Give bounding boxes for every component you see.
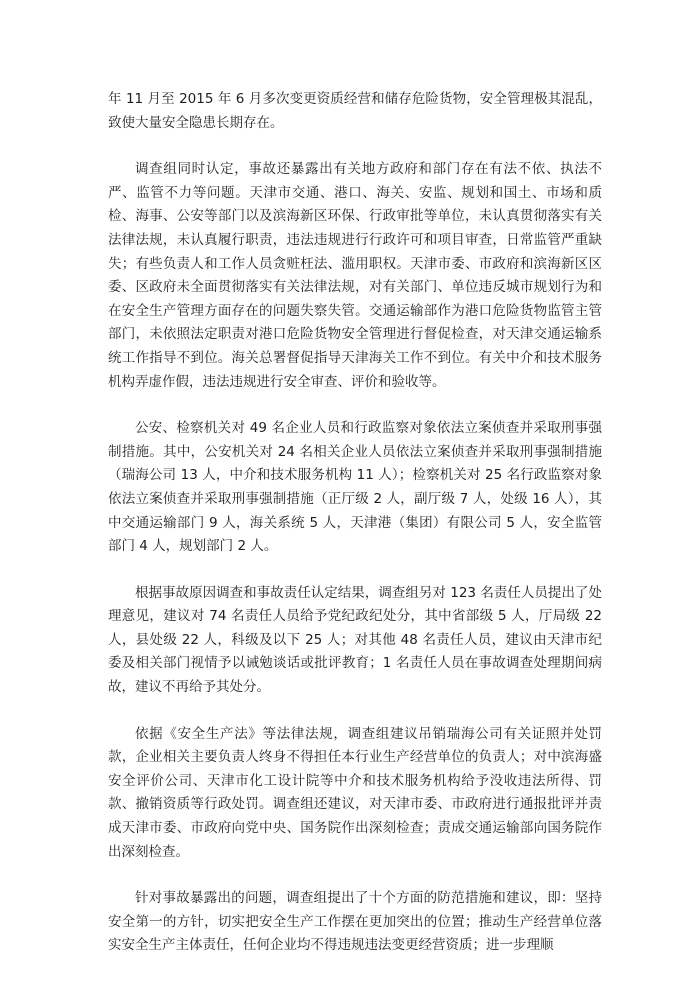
paragraph-2: 调查组同时认定，事故还暴露出有关地方政府和部门存在有法不依、执法不严、监管不力等问题。天津市交通、港口、海关、安监、规划和国土、市场和质检、海事、公安等部门以及滨海新区环保、行政审批等单位，未认真贯彻落实有关法律法规，未认真履行职责，违法违规进行行政许可和项目审查，日常监管严重缺失；有些负责人和工作人员贪赃枉法、滥用职权。天津市委、市政府和滨海新区区委、区政府未全面贯彻落实有关法律法规，对有关部门、单位违反城市规划行为和在安全生产管理方面存在的问题失察失管。交通运输部作为港口危险货物监管主管部门，未依照法定职责对港口危险货物安全管理进行督促检查，对天津交通运输系统工作指导不到位。海关总署督促指导天津海关工作不到位。有关中介和技术服务机构弄虚作假，违法违规进行安全审查、评价和验收等。	[108, 161, 602, 390]
paragraph-3: 公安、检察机关对 49 名企业人员和行政监察对象依法立案侦查并采取刑事强制措施。其中，公安机关对 24 名相关企业人员依法立案侦查并采取刑事强制措施（瑞海公司 13 人，中介和技术服务机构 11 人）；检察机关对 25 名行政监察对象依法立案侦查并采取刑事强制措施（正厅级 2 人，副厅级 7 人，处级 16 人），其中交通运输部门 9 人，海关系统 5 人，天津港（集团）有限公司 5 人，安全监管部门 4 人，规划部门 2 人。	[108, 420, 602, 555]
paragraph-4: 根据事故原因调查和事故责任认定结果，调查组另对 123 名责任人员提出了处理意见，建议对 74 名责任人员给予党纪政纪处分，其中省部级 5 人，厅局级 22 人，县处级 22 人，科级及以下 25 人；对其他 48 名责任人员，建议由天津市纪委及相关部门视情予以诫勉谈话或批评教育；1 名责任人员在事故调查处理期间病故，建议不再给予其处分。	[108, 584, 602, 696]
paragraph-5: 依据《安全生产法》等法律法规，调查组建议吊销瑞海公司有关证照并处罚款，企业相关主要负责人终身不得担任本行业生产经营单位的负责人；对中滨海盛安全评价公司、天津市化工设计院等中介和技术服务机构给予没收违法所得、罚款、撤销资质等行政处罚。调查组还建议，对天津市委、市政府进行通报批评并责成天津市委、市政府向党中央、国务院作出深刻检查；责成交通运输部向国务院作出深刻检查。	[108, 725, 602, 860]
paragraph-6: 针对事故暴露出的问题，调查组提出了十个方面的防范措施和建议，即：坚持安全第一的方针，切实把安全生产工作摆在更加突出的位置；推动生产经营单位落实安全生产主体责任，任何企业均不得违规违法变更经营资质；进一步理顺	[108, 890, 602, 954]
paragraph-1: 年 11 月至 2015 年 6 月多次变更资质经营和储存危险货物，安全管理极其混乱，致使大量安全隐患长期存在。	[108, 91, 602, 131]
document-page	[108, 88, 602, 958]
